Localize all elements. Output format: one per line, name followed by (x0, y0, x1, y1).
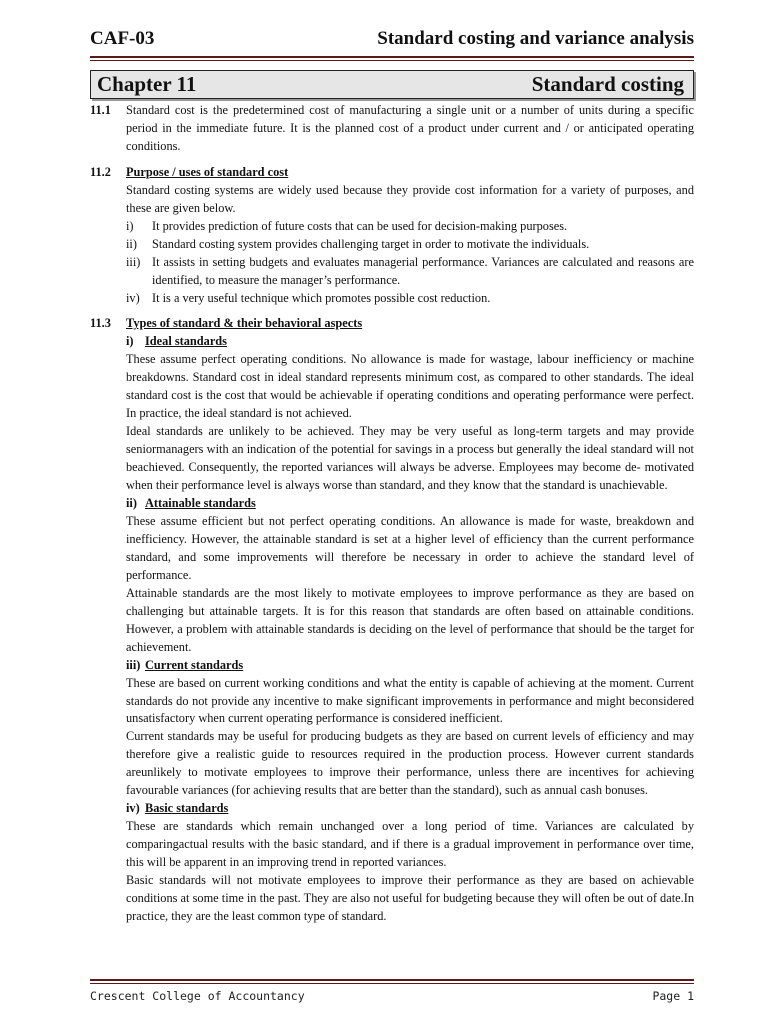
section-number: 11.1 (90, 103, 111, 117)
list-item (126, 218, 694, 236)
subheading-ideal-standards (126, 333, 694, 351)
section-number: 11.2 (90, 164, 111, 179)
chapter-title: Standard costing (531, 72, 684, 96)
subheading-basic-standards (126, 800, 694, 818)
subheading-marker: i) (126, 334, 134, 349)
section-11-1 (90, 102, 694, 156)
section-title: Purpose / uses of standard cost (126, 164, 289, 179)
list-item-text: Standard costing system provides challenging target in order to motivate the individuals. (152, 236, 590, 251)
chapter-banner (90, 70, 694, 99)
page-content (90, 102, 694, 926)
paragraph: Attainable standards are the most likely to motivate employees to improve performance as they are based on challenging but attainable targets. It is for this reason that standards are often based on attainable conditions. However, a problem with attainable standards is deciding on the level of performance that should be the target for achievement. (126, 585, 694, 654)
header-rule (90, 56, 694, 61)
list-marker: ii) (126, 236, 137, 251)
paragraph: Standard costing systems are widely used because they provide cost information for a variety of purposes, and these are given below. (126, 182, 694, 215)
subheading-title: Ideal standards (145, 334, 227, 349)
list-item (126, 254, 694, 290)
paragraph: These assume efficient but not perfect operating conditions. An allowance is made for waste, breakdown and inefficiency. However, the attainable standard is set at a higher level of efficiency than the current performance standard, and some improvements will therefore be necessary in order to achieve the standard level of performance. (126, 513, 694, 582)
list-marker: iv) (126, 290, 140, 305)
page-footer (90, 989, 694, 1007)
section-title: Types of standard & their behavioral aspects (126, 316, 363, 331)
page-number: Page 1 (652, 989, 694, 1003)
section-11-3 (90, 315, 694, 925)
section-11-2 (90, 164, 694, 308)
section-number: 11.3 (90, 316, 111, 331)
list-item (126, 236, 694, 254)
paragraph: Current standards may be useful for producing budgets as they are based on current levels of efficiency and may therefore give a realistic guide to resources required in the production process. However current standards areunlikely to motivate employees to improve their performance, unless there are incentives for achieving favourable variances (for achieving results that are better than the standard), such as annual cash bonuses. (126, 729, 694, 798)
subheading-title: Basic standards (145, 801, 229, 816)
paragraph: Ideal standards are unlikely to be achieved. They may be very useful as long-term targets and may provide seniormanagers with an indication of the potential for savings in a process but generally the ideal standard will not beachieved. Consequently, the reported variances will always be adverse. Employees may become de- motivated when their performance level is always worse than standard, and they know that the standard is unachievable. (126, 424, 694, 493)
college-name: Crescent College of Accountancy (90, 989, 305, 1003)
subheading-current-standards (126, 657, 694, 675)
list-marker: i) (126, 218, 134, 233)
subheading-marker: iv) (126, 801, 140, 816)
subheading-marker: ii) (126, 496, 137, 511)
page-header (90, 28, 694, 56)
list-item-text: It is a very useful technique which promotes possible cost reduction. (152, 290, 491, 305)
subheading-title: Current standards (145, 657, 244, 672)
list-item-text: It provides prediction of future costs that can be used for decision-making purposes. (152, 218, 568, 233)
paragraph: Standard cost is the predetermined cost of manufacturing a single unit or a number of units during a specific period in the immediate future. It is the planned cost of a product under current and / or anticipated operating conditions. (126, 103, 694, 153)
list-marker: iii) (126, 254, 141, 269)
subheading-attainable-standards (126, 495, 694, 513)
paragraph: These assume perfect operating conditions. No allowance is made for wastage, labour inefficiency or machine breakdowns. Standard cost in ideal standard represents minimum cost, as compared to other standards. The ideal standard cost is the cost that would be achievable if operating conditions and operating performance were perfect. In practice, the ideal standard is not achieved. (126, 352, 694, 421)
paragraph: These are based on current working conditions and what the entity is capable of achieving at the moment. Current standards do not provide any incentive to make significant improvements in performance and might beconsidered unsatisfactory when current operating performance is considered inefficient. (126, 675, 694, 726)
paragraph: These are standards which remain unchanged over a long period of time. Variances are calculated by comparingactual results with the basic standard, and if there is a gradual improvement in performance over time, this will be apparent in an improving trend in reported variances. (126, 819, 694, 870)
course-topic: Standard costing and variance analysis (377, 28, 694, 49)
course-code: CAF-03 (90, 28, 155, 49)
paragraph: Basic standards will not motivate employees to improve their performance as they are based on achievable conditions at some time in the past. They are also not useful for budgeting because they will often be out of date.In practice, they are the least common type of standard. (126, 873, 694, 923)
chapter-label: Chapter 11 (97, 72, 197, 96)
list-item-text: It assists in setting budgets and evaluates managerial performance. Variances are calculated and reasons are identified, to measure the manager’s performance. (152, 254, 694, 287)
footer-rule (90, 979, 694, 984)
subheading-title: Attainable standards (145, 496, 256, 511)
subheading-marker: iii) (126, 657, 141, 672)
list-item (126, 290, 694, 308)
